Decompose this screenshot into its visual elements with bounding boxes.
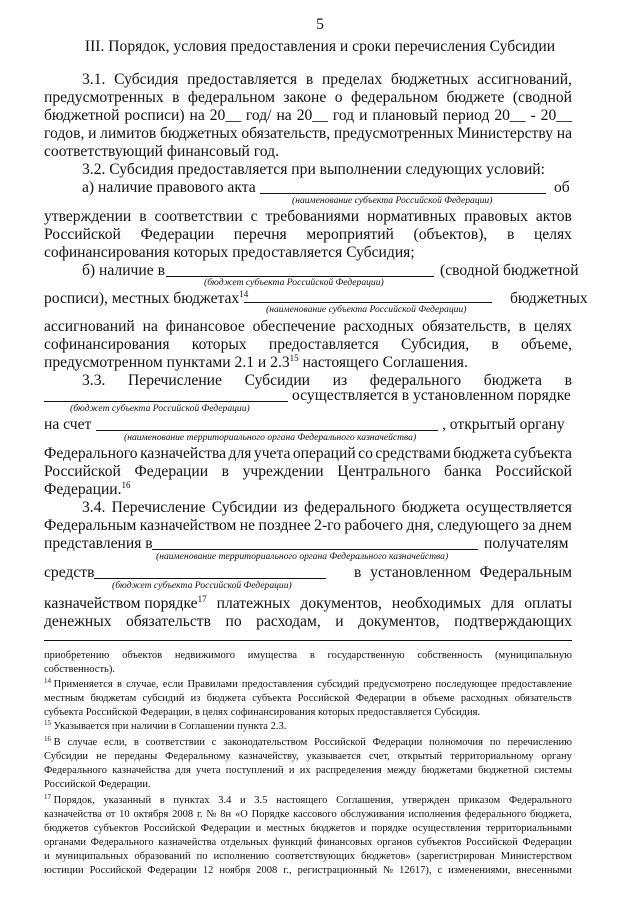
- footnote-14-line-1: $^{14}$ Применяется в случае, если Правилами предоставления субсидий предусмотрено последующее предоставление: [44, 677, 572, 690]
- footnote-continuation-line-2: собственность).: [44, 664, 115, 675]
- footnote-17-line-6: юстиции Российской Федерации 12 ноября 2008 г., регистрационный № 12617), с изменениями, внесенными: [44, 865, 572, 876]
- p32-b-line-2-end: бюджетных: [510, 290, 588, 307]
- footnote-continuation-line-1: приобретению объектов недвижимого имущества в государственную собственность (муниципальную: [44, 650, 572, 661]
- p33-line-3-label: на счет: [44, 416, 92, 433]
- budget-blank-line-2: [44, 401, 288, 402]
- p34-line-5: казначейством порядке$^{17}$ платежных документов, необходимых для оплаты: [44, 594, 572, 612]
- footnote-16-line-1: $^{16}$ В случае если, в соответствии с законодательством Российской Федерации полномочия по перечислению: [44, 735, 572, 748]
- p33-line-4: Федерального казначейства для учета операций со средствами бюджета субъекта: [44, 445, 572, 462]
- p32-a-line-2: утверждении в соответствии с требованиями нормативных правовых актов: [44, 208, 572, 225]
- p32-a-label: а) наличие правового акта: [82, 179, 256, 196]
- p32-a-line-3: Российской Федерации перечня мероприятий (объектов), в целях: [44, 226, 572, 243]
- p31-line-3: бюджетной росписи) на 20__ год/ на 20__ год и плановый период 20__ - 20__: [44, 107, 572, 124]
- footnote-17-line-1: $^{17}$ Порядок, указанный в пунктах 3.4 и 3.5 настоящего Соглашения, утвержден приказом Федерального: [44, 793, 572, 806]
- p34-line-3-label: представления в: [44, 535, 153, 552]
- p33-line-2-end: осуществляется в установленном порядке: [292, 387, 571, 404]
- subject-blank-line-2: [244, 302, 492, 303]
- p32-b-label: б) наличие в: [82, 262, 165, 279]
- treasury-blank-line: [96, 430, 438, 431]
- subject-blank-line: [260, 193, 546, 194]
- section-title: III. Порядок, условия предоставления и сроки перечисления Субсидии: [84, 38, 556, 55]
- caption-budget-3: (бюджет субъекта Российской Федерации): [112, 580, 292, 591]
- p34-line-2: Федеральным казначейством не позднее 2-го рабочего дня, следующего за днем: [44, 517, 572, 534]
- p34-line-4-end: в установленном Федеральным: [354, 564, 572, 581]
- footnote-16-line-3: Федерального казначейства для учета поступлений и их распределения между бюджетами бюджетной системы: [44, 765, 572, 776]
- treasury-blank-line-2: [152, 549, 478, 550]
- p33-line-6: Федерации.$^{16}$: [44, 480, 131, 498]
- footnote-14-line-2: местным бюджетам субсидий из бюджета субъекта Российской Федерации в объеме расходных обязательств: [44, 693, 572, 704]
- footnote-16-line-2: Субсидии не переданы Федеральному казначейству, указывается счет, открытый территориальному органу: [44, 751, 572, 762]
- p34-line-3-end: получателям: [484, 535, 569, 552]
- p32-b-line-2-start: росписи), местных бюджетах$^{14}$: [44, 289, 249, 307]
- page-number: 5: [316, 16, 324, 33]
- caption-treasury: (наименование территориального органа Федерального казначейства): [124, 432, 417, 443]
- p32-b-line-3: ассигнований на финансовое обеспечение расходных обязательств, в целях: [44, 318, 572, 335]
- footnote-17-line-2: казначейства от 10 октября 2008 г. № 8н «О Порядке кассового обслуживания исполнения федерального бюджета,: [44, 809, 572, 820]
- p32-a-line-4: софинансирования которых предоставляется Субсидия;: [44, 244, 415, 261]
- caption-budget-2: (бюджет субъекта Российской Федерации): [70, 403, 250, 414]
- p31-line-2: предусмотренных в федеральном законе о федеральном бюджете (сводной: [44, 89, 572, 106]
- budget-blank-line-3: [94, 578, 326, 579]
- footnote-separator: [44, 640, 572, 641]
- p32-b-end: (сводной бюджетной: [440, 262, 579, 279]
- p31-line-5: соответствующий финансовый год.: [44, 143, 279, 160]
- caption-subject: (наименование субъекта Российской Федерации): [292, 195, 493, 206]
- footnote-15: $^{15}$ Указывается при наличии в Соглашении пункта 2.3.: [44, 719, 287, 732]
- footnote-17-line-5: и муниципальных образований по исполнению соответствующих бюджетов» (зарегистрирован Министерством: [44, 851, 572, 862]
- caption-treasury-2: (наименование территориального органа Федерального казначейства): [156, 551, 449, 562]
- p32-a-end: об: [554, 179, 570, 196]
- p34-line-6: денежных обязательств по расходам, и документов, подтверждающих: [44, 613, 572, 630]
- p31-line-1: 3.1. Субсидия предоставляется в пределах бюджетных ассигнований,: [82, 71, 572, 88]
- p32-b-line-5: предусмотренном пунктами 2.1 и $2.3^{15}$ настоящего Соглашения.: [44, 353, 468, 371]
- caption-subject-2: (наименование субъекта Российской Федерации): [266, 304, 467, 315]
- p32-intro: 3.2. Субсидия предоставляется при выполнении следующих условий:: [82, 161, 545, 178]
- p33-line-3-end: , открытый органу: [442, 416, 565, 433]
- footnote-17-line-4: органами Федерального казначейства отдельных функций финансовых органов субъектов Российской Федерации: [44, 837, 572, 848]
- p33-line-1: 3.3. Перечисление Субсидии из федерального бюджета в: [82, 372, 572, 389]
- p34-line-1: 3.4. Перечисление Субсидии из федерального бюджета осуществляется: [82, 499, 572, 516]
- footnote-17-line-3: бюджетов субъектов Российской Федерации и местных бюджетов и порядке осуществления территориальными: [44, 823, 572, 834]
- p33-line-5: Российской Федерации в учреждении Центрального банка Российской: [44, 463, 572, 480]
- caption-budget: (бюджет субъекта Российской Федерации): [204, 277, 384, 288]
- footnote-14-line-3: субъекта Российской Федерации, в целях софинансирования которых предоставляется Субсидия.: [44, 707, 481, 718]
- p34-line-4-label: средств: [44, 564, 95, 581]
- p32-b-line-4: софинансирования которых предоставляется Субсидия, в объеме,: [44, 336, 572, 353]
- p31-line-4: годов, и лимитов бюджетных обязательств, предусмотренных Министерству на: [44, 125, 572, 142]
- footnote-16-line-4: Российской Федерации.: [44, 779, 151, 790]
